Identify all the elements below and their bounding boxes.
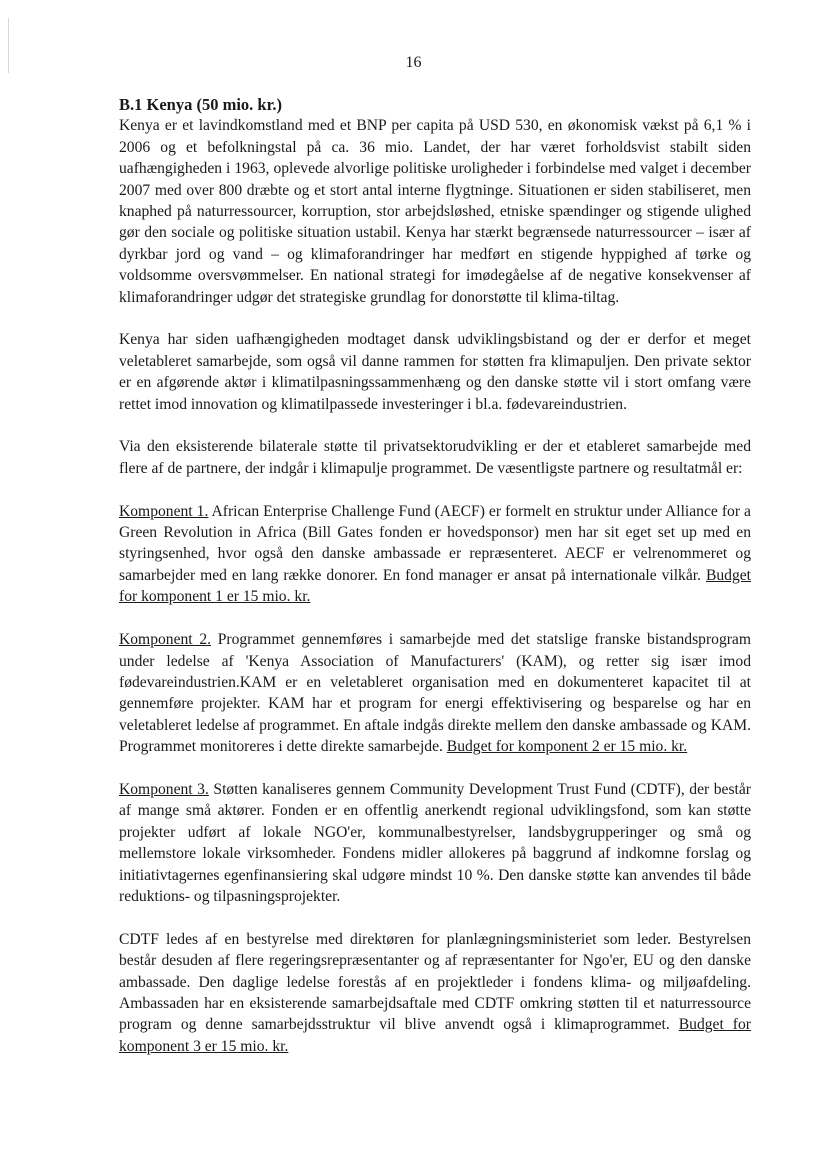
partners-paragraph: Via den eksisterende bilaterale støtte til privatsektorudvikling er der et etableret samarbejde med flere af de partnere, der indgår i klimapulje programmet. De væsentligste partnere og resultatmål er: <box>119 438 751 477</box>
component-3-label: Komponent 3. <box>119 780 209 798</box>
component-2-budget: Budget for komponent 2 er 15 mio. kr. <box>446 738 688 756</box>
component-1-text: African Enterprise Challenge Fund (AECF) er formelt en struktur under Alliance for a Green Revolution in Africa (Bill Gates fonden er hovedsponsor) men har sit eget set up med en styringsenhed, hvor også den danske ambassade er repræsenteret. AECF er velrenommeret og samarbejder med en lang række donorer. En fond manager er ansat på internationale vilkår. <box>119 502 751 584</box>
component-3-paragraph <box>119 779 751 907</box>
danish-aid-paragraph: Kenya har siden uafhængigheden modtaget dansk udviklingsbistand og der er derfor et meget veletableret samarbejde, som også vil danne rammen for støtten fra klimapuljen. Den private sektor er en afgørende aktør i klimatilpasningssammenhæng og den danske støtte vil i stort omfang være rettet imod innovation og klimatilpassede investeringer i bl.a. fødevareindustrien. <box>119 331 751 413</box>
intro-paragraph: Kenya er et lavindkomstland med et BNP per capita på USD 530, en økonomisk vækst på 6,1 % i 2006 og et befolkningstal på ca. 36 mio. Landet, der har været forholdsvist stabilt siden uafhængigheden i 1963, oplevede alvorlige politiske uroligheder i forbindelse med valget i december 2007 med over 800 dræbte og et stort antal interne flygtninge. Situationen er siden stabiliseret, men knaphed på naturressourcer, korruption, stor arbejdsløshed, etniske spændinger og stigende ulighed gør den sociale og politiske situation ustabil. Kenya har stærkt begrænsede naturressourcer – især af dyrkbar jord og vand – og klimaforandringer har medført en stigende hyppighed af tørke og voldsomme oversvømmelser. En national strategi for imødegåelse af de negative konsekvenser af klimaforandringer udgør det strategiske grundlag for donorstøtte til klima-tiltag. <box>119 117 751 306</box>
cdtf-paragraph <box>119 929 751 1057</box>
component-1-budget: Budget for komponent 1 er 15 mio. kr. <box>119 566 751 606</box>
component-3-budget: Budget for komponent 3 er 15 mio. kr. <box>119 1016 751 1055</box>
cdtf-text: CDTF ledes af en bestyrelse med direktøren for planlægningsministeriet som leder. Bestyrelsen består desuden af flere regeringsrepræsentanter og af repræsentanter for Ngo'er, EU og den danske ambassade. Den daglige ledelse forestås af en projektleder i fondens klima- og miljøafdeling. Ambassaden har en eksisterende samarbejdsaftale med CDTF omkring støtten til et naturressource program og denne samarbejdsstruktur vil blive anvendt også i klimaprogrammet. <box>119 930 751 1034</box>
component-2-paragraph <box>119 629 751 757</box>
document-body <box>119 94 751 1079</box>
component-1-label: Komponent 1. <box>119 502 209 520</box>
component-1-paragraph <box>119 501 751 608</box>
component-2-label: Komponent 2. <box>119 631 212 649</box>
component-2-text: Programmet gennemføres i samarbejde med det statslige franske bistandsprogram under ledelse af 'Kenya Association of Manufacturers' (KAM), og retter sig især imod fødevareindustrien.KAM er en veletableret organisation med en dokumenteret kapacitet til at gennemføre projekter. KAM har et program for energi effektivisering og besparelse og har en veletableret ledelse af programmet. En aftale indgås direkte mellem den danske ambassade og KAM. Programmet monitoreres i dette direkte samarbejde. <box>119 631 751 756</box>
section-heading: B.1 Kenya (50 mio. kr.) <box>119 95 283 114</box>
component-3-text: Støtten kanaliseres gennem Community Development Trust Fund (CDTF), der består af mange små aktører. Fonden er en offentlig anerkendt regional udviklingsfond, som kan støtte projekter udført af lokale NGO'er, kommunalbestyrelser, landsbygrupperinger og små og mellemstore lokale virksomheder. Fondens midler allokeres på baggrund af indkomne forslag og initiativtagernes egenfinansiering skal udgøre mindst 10 %. Den danske støtte kan anvendes til både reduktions- og tilpasningsprojekter. <box>119 780 751 905</box>
page-number: 16 <box>405 54 422 71</box>
